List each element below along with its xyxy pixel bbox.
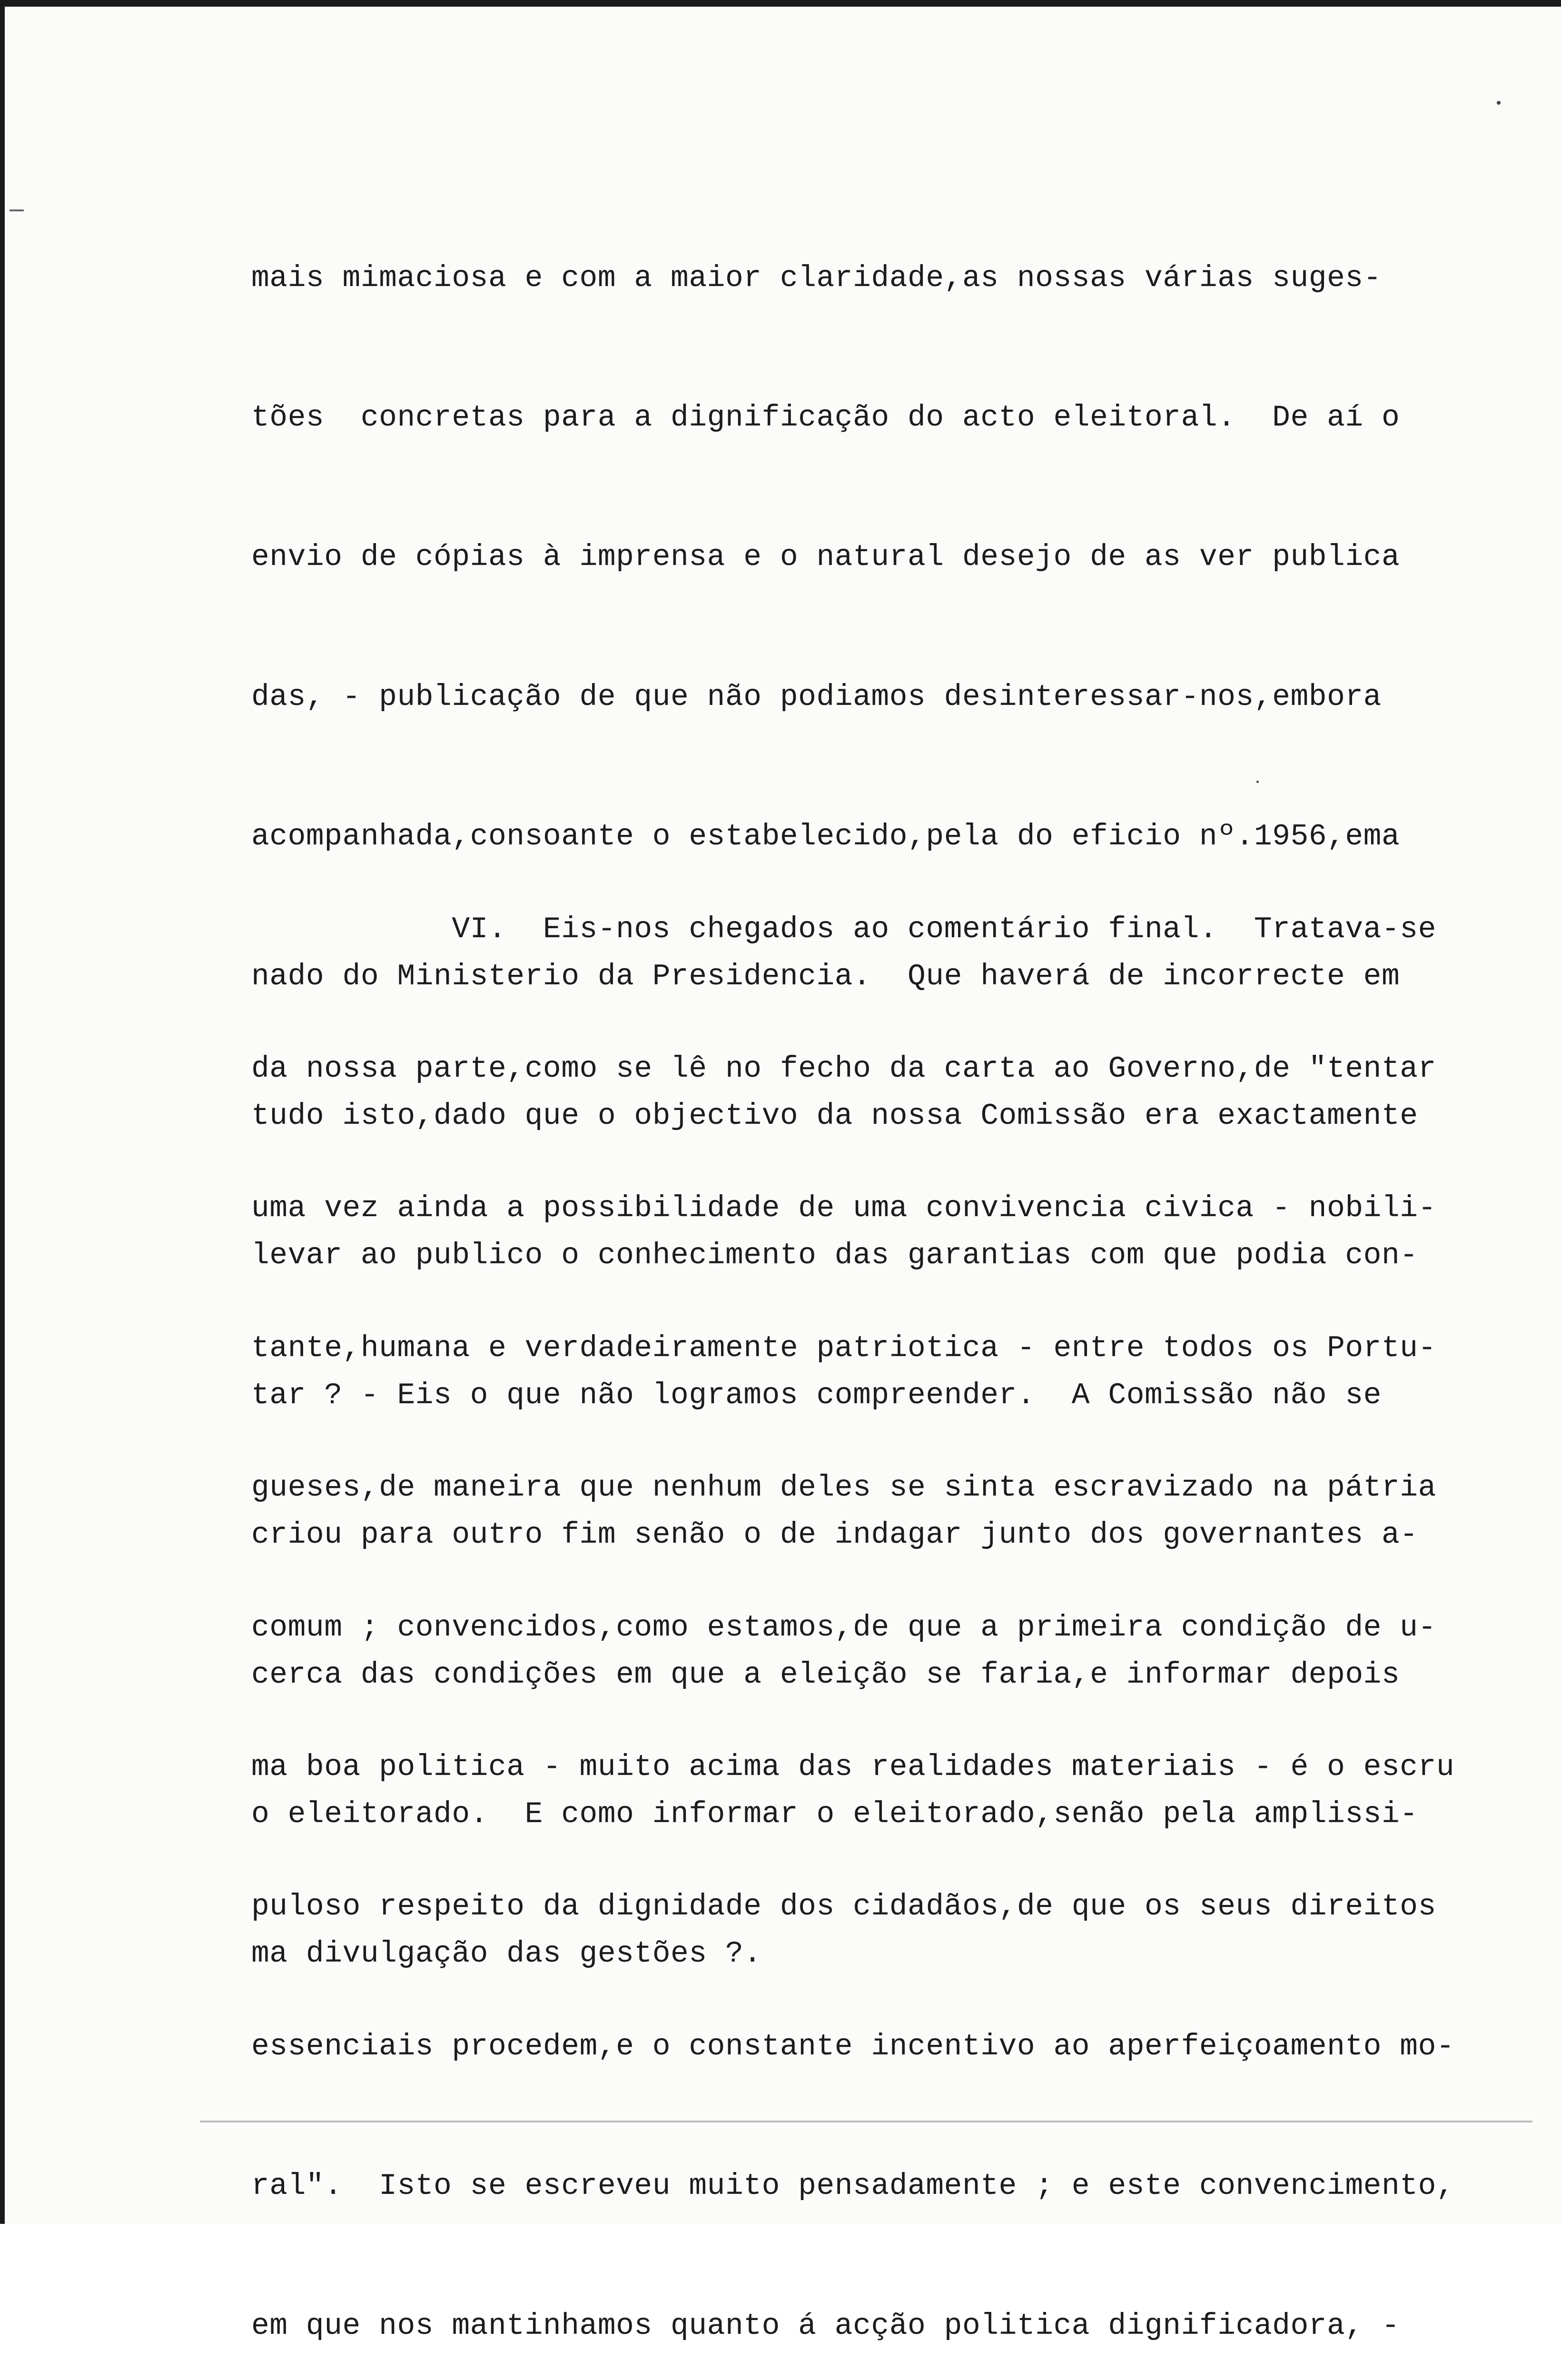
text-line: tar ? - Eis o que não logramos compreender. A Comissão não se	[251, 1378, 1382, 1412]
text-line: em que nos mantinhamos quanto á acção politica dignificadora, -	[251, 2309, 1400, 2343]
text-line: ma divulgação das gestões ?.	[251, 1937, 762, 1971]
margin-mark	[10, 209, 24, 211]
text-line: o eleitorado. E como informar o eleitorado,senão pela amplissi-	[251, 1797, 1418, 1831]
text-line: ral". Isto se escreveu muito pensadamente ; e este convencimento,	[251, 2169, 1455, 2203]
text-line: ma boa politica - muito acima das realidades materiais - é o escru	[251, 1750, 1455, 1784]
text-line: tões concretas para a dignificação do acto eleitoral. De aí o	[251, 400, 1400, 435]
scan-edge-top	[0, 0, 1561, 7]
text-line: tudo isto,dado que o objectivo da nossa Comissão era exactamente	[251, 1099, 1418, 1133]
scan-speck	[1497, 101, 1501, 105]
scan-bottom-rule	[200, 2121, 1532, 2122]
text-line: das, - publicação de que não podiamos desinteressar-nos,embora	[251, 680, 1382, 714]
text-line: essenciais procedem,e o constante incentivo ao aperfeiçoamento mo-	[251, 2029, 1455, 2063]
text-line: levar ao publico o conhecimento das garantias com que podia con-	[251, 1239, 1418, 1273]
text-line: uma vez ainda a possibilidade de uma convivencia civica - nobili-	[251, 1191, 1436, 1226]
text-line: da nossa parte,como se lê no fecho da carta ao Governo,de "tentar	[251, 1051, 1436, 1086]
text-line: mais mimaciosa e com a maior claridade,as nossas várias suges-	[251, 261, 1382, 295]
scan-edge-left	[0, 0, 5, 2224]
text-line: puloso respeito da dignidade dos cidadãos,de que os seus direitos	[251, 1890, 1436, 1924]
text-line: comum ; convencidos,como estamos,de que a primeira condição de u-	[251, 1610, 1436, 1645]
text-line: acompanhada,consoante o estabelecido,pela do eficio nº.1956,ema	[251, 820, 1400, 854]
text-line: criou para outro fim senão o de indagar junto dos governantes a-	[251, 1518, 1418, 1552]
text-line: cerca das condições em que a eleição se faria,e informar depois	[251, 1657, 1400, 1692]
text-line: nado do Ministerio da Presidencia. Que haverá de incorrecte em	[251, 959, 1400, 993]
text-line: VI. Eis-nos chegados ao comentário final. Tratava-se	[251, 912, 1436, 946]
text-line: gueses,de maneira que nenhum deles se sinta escravizado na pátria	[251, 1471, 1436, 1505]
text-line: envio de cópias à imprensa e o natural desejo de as ver publica	[251, 540, 1400, 575]
text-line: tante,humana e verdadeiramente patriotica - entre todos os Portu-	[251, 1331, 1436, 1365]
paragraph-2	[251, 813, 1508, 2380]
